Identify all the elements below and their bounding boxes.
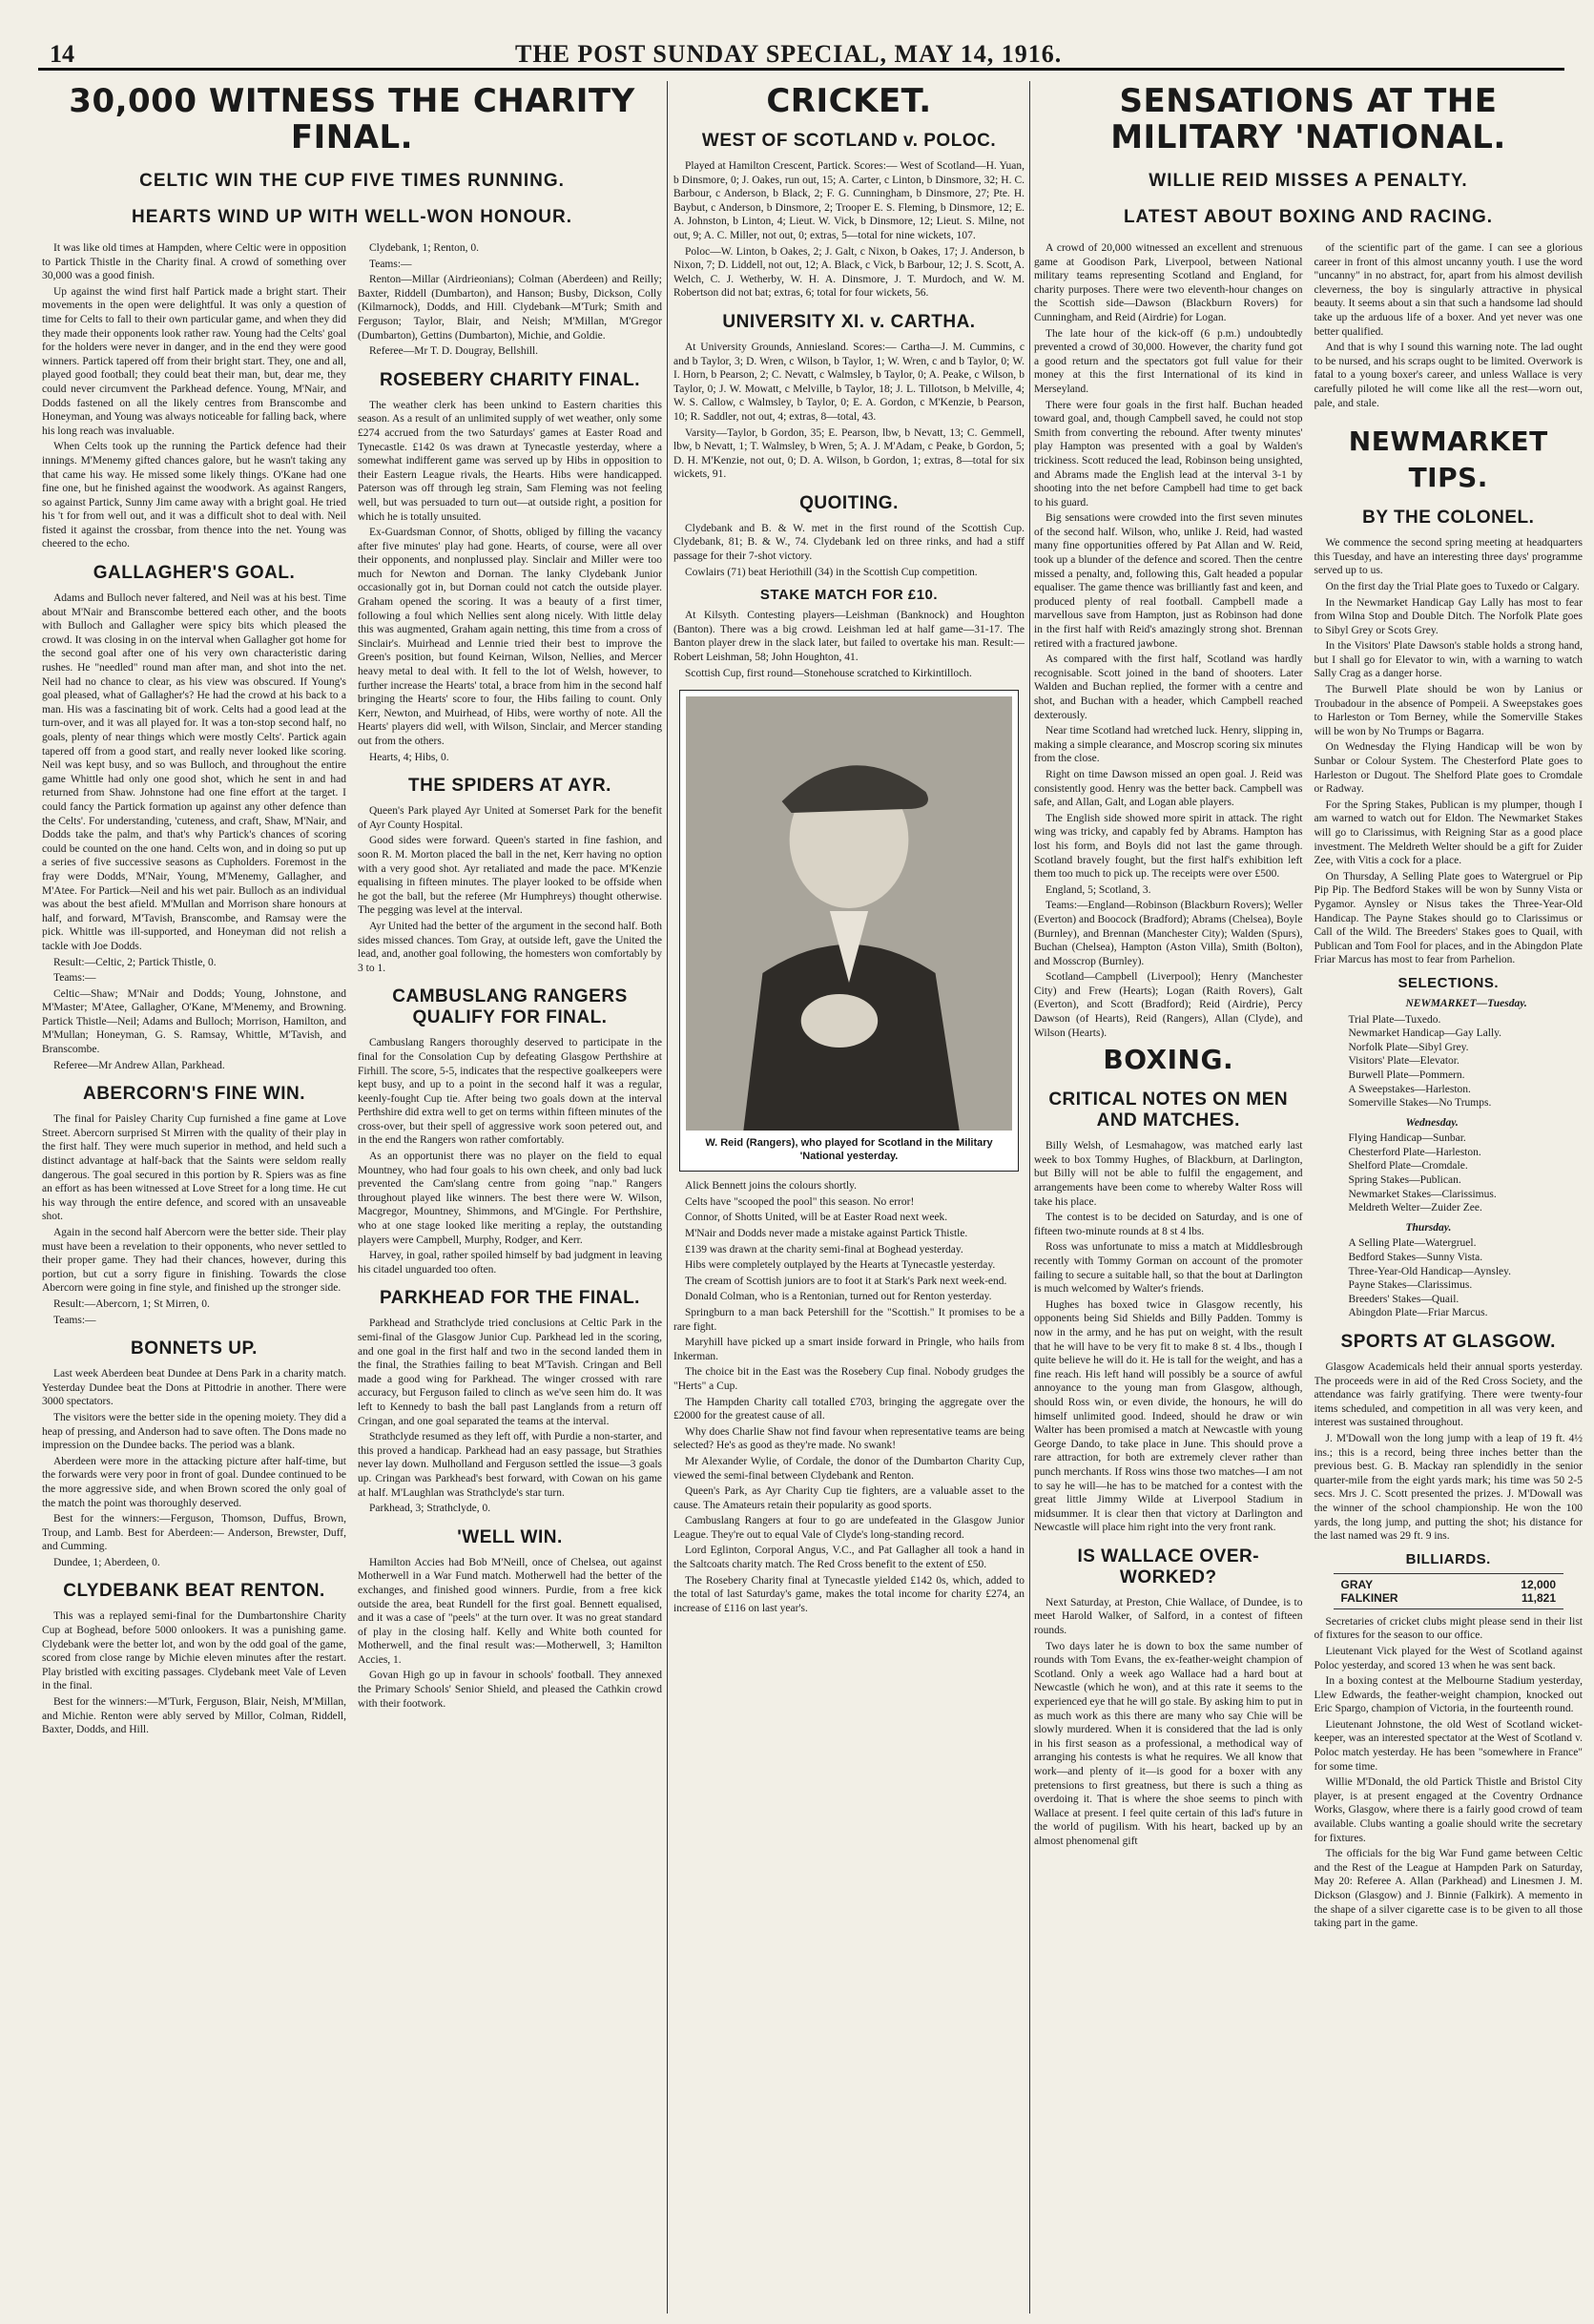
paragraph: Cambuslang Rangers thoroughly deserved to participate in the final for the Consolation Cup by defeating Glasgow Perthshire at Firhill. The score, 5-5, indicates that the respective goalkeepers were kept busy, and up to a point in the second half it was a regular, keenly-fought Cup tie. After being two goals down at the interval Perthshire did extra well to get on terms within fifteen minutes of the cross-over, but their spell of aggressive work soon petered out, and in the end the Rangers won rather comfortably. xyxy=(358,1037,662,1147)
subhead-billiards: BILLIARDS. xyxy=(1405,1550,1491,1567)
note: The Hampden Charity call totalled £703, bringing the aggregate over the £2000 for the greatest cause of all. xyxy=(673,1396,1025,1422)
tip: Newmarket Stakes—Clarissimus. xyxy=(1348,1188,1497,1200)
portrait-illustration xyxy=(686,696,1012,1131)
headline-cricket: CRICKET. xyxy=(766,82,932,120)
result-line: Parkhead, 3; Strathclyde, 0. xyxy=(369,1503,491,1515)
paragraph: On Wednesday the Flying Handicap will be won by Sunbar or Colour System. The Chesterford Plate goes to Harleston or Dugout. The Shelford Plate goes to Cromdale or Radway. xyxy=(1314,741,1583,796)
note: Hibs were completely outplayed by the Hearts at Tynecastle yesterday. xyxy=(685,1259,996,1272)
headline-boxing: BOXING. xyxy=(1103,1044,1234,1076)
paragraph: Poloc—W. Linton, b Oakes, 2; J. Galt, c Nixon, b Oakes, 17; J. Anderson, b Nixon, 7; D. Liddell, not out, 12; A. Black, c Vick, b Barbour, 12; J. S. Scott, A. Welch, C. J. Wetherby, W. H. A. Dinsmore, J. T. Murdoch, and W. M. Robertson did not bat; extras, 6; total for four wickets, 56. xyxy=(673,245,1025,300)
result-line: Hearts, 4; Hibs, 0. xyxy=(369,751,449,763)
note: The choice bit in the East was the Rosebery Cup final. Nobody grudges the "Herts" a Cup. xyxy=(673,1366,1025,1392)
paragraph: Cowlairs (71) beat Heriothill (34) in the Scottish Cup competition. xyxy=(685,566,978,578)
paragraph: On the first day the Trial Plate goes to Tuxedo or Calgary. xyxy=(1325,580,1580,592)
subhead-spiders: THE SPIDERS AT AYR. xyxy=(408,776,611,797)
paragraph: The contest is to be decided on Saturday, and is one of fifteen two-minute rounds at 8 st 4 lbs. xyxy=(1034,1212,1303,1237)
player-name: GRAY xyxy=(1340,1577,1374,1591)
column-right xyxy=(1315,241,1584,1933)
note: Why does Charlie Shaw not find favour when representative teams are being selected? He's as good as they're made. No swank! xyxy=(673,1425,1025,1452)
paragraph: Last week Aberdeen beat Dundee at Dens Park in a charity match. Yesterday Dundee beat the Dons at Pittodrie in another. There were 3000 spectators. xyxy=(42,1368,346,1408)
subhead-colonel: BY THE COLONEL. xyxy=(1362,508,1535,529)
paragraph: of the scientific part of the game. I can see a glorious career in front of this almost uncanny youth. I use the word "uncanny" in no abstract, for, apart from his almost devilish cleverness, the boy is singularly attractive in physical beauty. It seems about a sin that such a handsome lad should take up the arduous life of a boxer. And yet never was one better qualified. xyxy=(1314,242,1583,338)
paragraph: Scotland—Campbell (Liverpool); Henry (Manchester City) and Frew (Hearts); Logan (Raith Rovers), Galt (Everton), and Scott (Bradford); Reid (Airdrie), Percy Dawson (of Hearts), Reid (Rangers), Allan (Clyde), and Wilson (Hearts). xyxy=(1034,971,1303,1039)
deck-boxing-racing: LATEST ABOUT BOXING AND RACING. xyxy=(1123,207,1494,227)
tip: Somerville Stakes—No Trumps. xyxy=(1348,1097,1492,1110)
subhead-wallace: IS WALLACE OVER-WORKED? xyxy=(1077,1546,1260,1587)
paragraph: And that is why I sound this warning note. The lad ought to be nursed, and his scraps ought to be limited. Overwork is fatal to a young boxer's career, and unless Wallace is very carefully piloted he will come like all the rest—worn out, pale, and stale. xyxy=(1314,342,1583,409)
paragraph: This was a replayed semi-final for the Dumbartonshire Charity Cup at Boghead, before 5000 onlookers. It was a punishing game. Clydebank were the better lot, and won by the odd goal of the game, scored from close range by Michie eleven minutes after the restart. Play bristled with exciting passages. Clydebank meet Vale of Leven in the final. xyxy=(42,1610,346,1692)
paragraph: J. M'Dowall won the long jump with a leap of 19 ft. 4½ ins.; this is a record, being three inches better than the previous best. G. B. Mackay ran splendidly in the senior quarter-mile from the eight yards mark; his time was 50 2-5 secs. Mrs J. C. Scott presented the prizes. J. M'Dowall was the winner of the school championship. He won the 100 yards, the long jump, and putting the shot; his distance for the last named was 29 ft. 9 ins. xyxy=(1314,1432,1583,1543)
tip: A Selling Plate—Watergruel. xyxy=(1348,1237,1477,1250)
note: Lord Eglinton, Corporal Angus, V.C., and Pat Gallagher all took a hand in the Saltcoats charity match. The Red Cross benefit to the extent of £50. xyxy=(673,1545,1025,1571)
paragraph: The late hour of the kick-off (6 p.m.) undoubtedly prevented a crowd of 30,000. However, the charity fund got a good return and the spectators got full value for their money at this the first International of its kind in Merseyland. xyxy=(1034,327,1303,395)
subhead-well-win: 'WELL WIN. xyxy=(457,1526,563,1547)
note: The cream of Scottish juniors are to foot it at Stark's Park next week-end. xyxy=(685,1275,1007,1287)
paragraph: Played at Hamilton Crescent, Partick. Scores:— West of Scotland—H. Yuan, b Dinsmore, 0; J. Oakes, run out, 15; A. Carter, c Linton, b Dinsmore, 32; H. C. Barbour, c Anderson, b Black, 2; F. G. Cunningham, b Dinsmore, 27; Pte. H. Baybut, c Anderson, b Dinsmore, 2; Trooper E. S. Fleming, b Dinsmore, 12; E. A. Johnston, b Linton, 4; Lieut. W. Vick, b Dinsmore, 12; Lieut. S. Milne, not out, 9; A. C. Miller, not out, 0; extras, 5—total for nine wickets, 107. xyxy=(673,160,1025,241)
paragraph: Next Saturday, at Preston, Chie Wallace, of Dundee, is to meet Harold Walker, of Salford, in a contest of fifteen rounds. xyxy=(1034,1596,1303,1637)
paragraph: At Kilsyth. Contesting players—Leishman (Banknock) and Houghton (Banton). There was a big crowd. Leishman led at half game—31-17. The Banton player drew in the slack later, but failed to overtake his man. Result:—Robert Leishman, 58; John Houghton, 41. xyxy=(673,610,1025,664)
paragraph: Govan High go up in favour in schools' football. They annexed the Primary Schools' Senior Shield, and pleased the Cathkin crowd with their footwork. xyxy=(358,1670,662,1710)
note: Willie M'Donald, the old Partick Thistle and Bristol City player, is at present engaged at the Coventry Ordnance Works, Glasgow, where there is a fairly good crowd of team available. Clubs wanting a goalie should write the secretary for fixtures. xyxy=(1314,1776,1583,1844)
player-name: FALKINER xyxy=(1340,1590,1398,1605)
paragraph: Up against the wind first half Partick made a bright start. Their movements in the open were delightful. It was only a question of time for Celts to fall to their own particular game, and when they did they made their opponents look rather raw. Young had the Celts' goal for the holders were never in danger, and in the end they were good winners. Partick tapered off from their bright start. They, one and all, played good football; they could beat their man, but, dear me, they could never circumvent the Parkhead defence. Young, M'Nair, and Dodds fastened on all the likely centres from Branscombe and Honeyman, and Young was always noticeable for falling back, where his long reach was invaluable. xyxy=(42,285,346,437)
paragraph: Strathclyde resumed as they left off, with Purdie a non-starter, and this proved a handicap. Parkhead had an easy passage, but Strathies never lay down. Mulholland and Ferguson settled the issue—3 goals up. Cringan was Parkhead's best forward, with Cowan on his game at half. M'Laughlan was Strathclyde's star turn. xyxy=(358,1431,662,1499)
article-military-national xyxy=(1034,81,1583,2314)
headline-newmarket-tips: NEWMARKET TIPS. xyxy=(1348,425,1548,494)
paragraph: Best for the winners:—M'Turk, Ferguson, Blair, Neish, M'Millan, and Michie. Renton were ably served by Millor, Colman, Riddell, Baxter, Dodds, and Hill. xyxy=(42,1696,346,1736)
deck-celtic-win: CELTIC WIN THE CUP FIVE TIMES RUNNING. xyxy=(139,171,565,191)
column-left xyxy=(42,241,346,1739)
player-score: 12,000 xyxy=(1521,1577,1556,1591)
paragraph: Big sensations were crowded into the first seven minutes of the second half. Wilson, who, unlike J. Reid, had wasted many fine opportunities offered by Pat Allan and W. Reid, took up a blunder of the defence and scored. Then the centre missed a penalty, and, following this, Galt headed a popular equaliser. The game thence was brilliantly fast and keen, and produced plenty of real football. Campbell made a marvellous save from Hampton, just as Robinson had done in the first half with Reid's amazingly strong shot. Brennan retired with a fractured jawbone. xyxy=(1034,512,1303,650)
note: £139 was drawn at the charity semi-final at Boghead yesterday. xyxy=(685,1243,963,1255)
note: Donald Colman, who is a Rentonian, turned out for Renton yesterday. xyxy=(685,1291,992,1303)
subhead-abercorn: ABERCORN'S FINE WIN. xyxy=(82,1084,306,1105)
paragraph: When Celts took up the running the Partick defence had their innings. M'Menemy gifted chances galore, but he wasn't taking any that came his way. He missed some likely things. O'Kane had one fine one, but he finished against the woodwork. As against Rangers, so against Partick, Sunny Jim came away with a bright goal. He tried his 't for from well out, and it was a difficult shot to deal with. Neil fisted it against the crossbar, from thence into the net. Young was cheered to the echo. xyxy=(42,441,346,550)
paragraph: Queen's Park played Ayr United at Somerset Park for the benefit of Ayr County Hospital. xyxy=(358,805,662,831)
paragraph: It was like old times at Hampden, where Celtic were in opposition to Partick Thistle in the Charity final. A crowd of something over 30,000 was a good finish. xyxy=(42,242,346,282)
paragraph: Teams:—England—Robinson (Blackburn Rovers); Weller (Everton) and Boocock (Bradford); Abrams (Chelsea), Boyle (Burnley), and Brennan (Manchester City); Walden (Spurs), Buchan (Chelsea), Hampton (Aston Villa), Smith (Bolton), and Mosscrop (Burnley). xyxy=(1034,900,1303,967)
note: M'Nair and Dodds never made a mistake against Partick Thistle. xyxy=(685,1228,968,1239)
player-score: 11,821 xyxy=(1521,1590,1556,1605)
paragraph: Billy Welsh, of Lesmahagow, was matched early last week to box Tommy Hughes, of Blackburn, at Darlington, but Billy will not be able to fulfil the engagement, and arrangements have been come to whereby Walter Ross will take his place. xyxy=(1034,1140,1303,1208)
deck-reid-penalty: WILLIE REID MISSES A PENALTY. xyxy=(1149,171,1468,191)
page-number: 14 xyxy=(50,40,74,68)
teams-label: Teams:— xyxy=(369,258,412,270)
paper-title: THE POST SUNDAY SPECIAL, MAY 14, 1916. xyxy=(515,40,1063,68)
teams-label: Teams:— xyxy=(53,972,96,985)
paragraph: The Burwell Plate should be won by Lanius or Troubadour in the absence of Pompeii. A Sweepstakes goes to Harleston or Tom Berney, while the Somerville Stakes will be won by No Trumps or Bagarra. xyxy=(1314,684,1583,737)
tip: Breeders' Stakes—Quail. xyxy=(1348,1293,1459,1305)
note: In a boxing contest at the Melbourne Stadium yesterday, Llew Edwards, the feather-weight champion, knocked out Eric Spargo, champion of Victoria, in the fourteenth round. xyxy=(1314,1675,1583,1715)
paragraph: In the Visitors' Plate Dawson's stable holds a strong hand, but I shall go for Elevator to win, with a warning to watch Sally Crag as a danger horse. xyxy=(1314,640,1583,680)
article-charity-final xyxy=(42,81,662,2314)
paragraph: On Thursday, A Selling Plate goes to Watergruel or Pip Pip Pip. The Bedford Stakes will be won by Sunny Vista or Pygamor. Aynsley or Nisus takes the Three-Year-Old Handicap. The Payne Stakes should go to Clarissimus or Call of the Wild. The Breeders' Stakes goes to Quail, with Publican and Tom Fool for places, and in the Abingdon Plate Friar Marcus has most to fear from Parhelion. xyxy=(1314,870,1583,966)
subhead-sports-glasgow: SPORTS AT GLASGOW. xyxy=(1340,1332,1556,1352)
tip: Abingdon Plate—Friar Marcus. xyxy=(1348,1307,1488,1319)
note: Lieutenant Vick played for the West of Scotland against Poloc yesterday, and scored 13 when he was sent back. xyxy=(1314,1645,1583,1671)
note: Alick Bennett joins the colours shortly. xyxy=(685,1180,858,1193)
player-portrait-image xyxy=(686,696,1012,1131)
photo-w-reid xyxy=(679,690,1019,1172)
teams-label: Teams:— xyxy=(53,1314,96,1326)
tip: Visitors' Plate—Elevator. xyxy=(1348,1055,1459,1068)
subhead-selections: SELECTIONS. xyxy=(1397,974,1499,991)
paragraph: Renton—Millar (Airdrieonians); Colman (Aberdeen) and Reilly; Baxter, Riddell (Dumbarton), and Hanson; Busby, Dickson, Colly (Kilmarnock), Dodds, and Hill. Clydebank—M'Turk; Smith and Ferguson; Taylor, Blair, and Neish; M'Millan, M'Gregor (Dumbarton), Gettins (Dumbarton), Michie, and Goldie. xyxy=(358,274,662,342)
note: Mr Alexander Wylie, of Cordale, the donor of the Dumbarton Charity Cup, viewed the semi-final between Clydebank and Renton. xyxy=(673,1455,1025,1482)
result-line: Result:—Abercorn, 1; St Mirren, 0. xyxy=(53,1297,210,1310)
headline-charity-final: 30,000 WITNESS THE CHARITY FINAL. xyxy=(69,82,635,156)
paragraph: In the Newmarket Handicap Gay Lally has most to fear from Wilna Stop and Double Ditch. The Norfolk Plate goes to Sibyl Grey or Scots Grey. xyxy=(1314,596,1583,636)
paragraph: Ross was unfortunate to miss a match at Middlesbrough recently with Tommy Gorman on account of the promoter failing to secure a suitable hall, so that the bout at Darlington is much welcomed by Walter's friends. xyxy=(1034,1241,1303,1296)
paragraph: Ex-Guardsman Connor, of Shotts, obliged by filling the vacancy after five minutes' play had gone. Hearts, of course, were all over their opponents, and nonplussed play. Sinclair and Miller were too much for Newton and Dornan. The lanky Clydebank Junior occasionally got in, but Dornan could not catch the outside player. Graham opened the scoring. It was a beauty of a first timer, following a foul which Nellies sent along nicely. With little delay this was augmented, Graham again netting, this time from a cross of Sinclair's. Muirhead and Lennie tried their best to improve the Green's position, but found Keirnan, Wilson, Nellies, and Mercer heavy metal to deal with. It fell to the lot of Welsh, however, to further increase the Hearts' total, a brace from him in the second half bringing the Hearts' score to four, the Hibs failing to count. Only Kerr, Newton, and Muirhead, of Hibs, were worthy of note. All the Hearts' players did well, with Wilson, Sinclair, and Mercer standing out from the others. xyxy=(358,527,662,747)
paragraph: Harvey, in goal, rather spoiled himself by bad judgment in leaving his citadel unguarded too often. xyxy=(358,1250,662,1276)
paragraph: Celtic—Shaw; M'Nair and Dodds; Young, Johnstone, and M'Master; M'Atee, Gallagher, O'Kane, M'Menemy, and Browning. Partick Thistle—Neil; Adams and Bulloch; Morrison, Hamilton, and M'Mullan; Honeyman, G. S. Ramsay, Whittle, M'Tavish, and Branscombe. xyxy=(42,987,346,1056)
paragraph: A crowd of 20,000 witnessed an excellent and strenuous game at Goodison Park, Liverpool, between National military teams representing Scotland and England, for charity purposes. There were two eleventh-hour changes on the Scottish side—Dawson (Blackburn Rovers) for Cunningham, and Reid (Airdrie) for Logan. xyxy=(1034,242,1303,323)
paragraph: As compared with the first half, Scotland was hardly recognisable. Scott joined in the band of shooters. Later Walden and Buchan replied, the former with a centre and shot, and Buchan with a header, which Campbell reached dexterously. xyxy=(1034,654,1303,721)
day-label: Thursday. xyxy=(1405,1221,1452,1234)
subhead-cambuslang: CAMBUSLANG RANGERS QUALIFY FOR FINAL. xyxy=(392,986,628,1028)
selections-list xyxy=(1315,997,1584,1320)
tip: Meldreth Welter—Zuider Zee. xyxy=(1348,1202,1482,1214)
note: Secretaries of cricket clubs might please send in their list of fixtures for the season to our office. xyxy=(1314,1615,1583,1642)
tip: Trial Plate—Tuxedo. xyxy=(1348,1013,1441,1026)
subhead-parkhead: PARKHEAD FOR THE FINAL. xyxy=(380,1288,640,1309)
billiards-scores xyxy=(1334,1573,1564,1609)
subhead-critical-notes: CRITICAL NOTES ON MEN AND MATCHES. xyxy=(1048,1089,1289,1131)
paragraph: Glasgow Academicals held their annual sports yesterday. The proceeds were in aid of the Red Cross Society, and the attendance was fairly gratifying. There were twenty-four items scheduled, and competition in all was very keen, and interest was sustained throughout. xyxy=(1314,1361,1583,1429)
billiards-row xyxy=(1341,1591,1557,1605)
note: Queen's Park, as Ayr Charity Cup tie fighters, are a valuable asset to the cause. The Amateurs retain their popularity as good sports. xyxy=(673,1485,1025,1511)
note: Cambuslang Rangers at four to go are undefeated in the Glasgow Junior League. They're out to equal Vale of Clyde's long-standing record. xyxy=(673,1515,1025,1541)
masthead xyxy=(38,38,1564,71)
paragraph: Two days later he is down to box the same number of rounds with Tom Evans, the ex-feather-weight champion of Scotland. Only a week ago Wallace had a hard bout at Newcastle (which he won), and at this rate it seems to the experienced eye that he will go stale. By asking him to put in as much work as this there are many who say Chie will be slowly murdered. When it is considered that the lad is only in his first season as a professional, a methodical way of arranging his contests is what he requires. We all know that work—and plenty of it—is good for a boxer with any pretensions to first greatness, but there is such a thing as overdoing it. That is where the shoe seems to pinch with Wallace at present. I feel quite certain of this lad's future in the world of pugilism. With his heart, backed up by an almost phenomenal gift xyxy=(1034,1640,1303,1847)
paragraph: Aberdeen were more in the attacking picture after half-time, but the forwards were very poor in front of goal. Dundee continued to be the more aggressive side, and when Brown scored the only goal of the match the point was thoroughly deserved. xyxy=(42,1455,346,1509)
column-right xyxy=(358,241,662,1739)
headline-military-national: SENSATIONS AT THE MILITARY 'NATIONAL. xyxy=(1110,82,1506,156)
subhead-quoiting: QUOITING. xyxy=(799,492,899,513)
note: Springburn to a man back Petershill for the "Scottish." It promises to be a rare fight. xyxy=(673,1306,1025,1333)
day-label: NEWMARKET—Tuesday. xyxy=(1405,997,1527,1009)
note: Celts have "scooped the pool" this season. No error! xyxy=(685,1195,915,1208)
subhead-stake-match: STAKE MATCH FOR £10. xyxy=(759,587,939,604)
column-rule xyxy=(1029,81,1030,2314)
subhead-bonnets: BONNETS UP. xyxy=(131,1338,258,1359)
column-cricket xyxy=(673,81,1025,2314)
paragraph: Near time Scotland had wretched luck. Henry, slipping in, making a simple clearance, and Moscrop scoring six minutes from the close. xyxy=(1034,725,1303,765)
tip: A Sweepstakes—Harleston. xyxy=(1348,1083,1471,1095)
paragraph: The final for Paisley Charity Cup furnished a fine game at Love Street. Abercorn surprised St Mirren with the quality of their play in the first half. They were much superior in method, and held such a distinct advantage at half-back that the Saints were seldom really dangerous. The goal secured in this portion by R. Spiers was as fine an effort as has been witnessed at Love Street for a long time. He cut his way through the entire defence, and scored with an unsaveable shot. xyxy=(42,1113,346,1223)
photo-caption: W. Reid (Rangers), who played for Scotland in the Military 'National yesterday. xyxy=(705,1137,993,1163)
paragraph: The English side showed more spirit in attack. The right wing was tricky, and capably fed by Abrams. Hampton has lost his form, and Boyls did not last the game through. Scotland bravely fought, but the first half's exhibition left them too much to pick up. The receipts were over £500. xyxy=(1034,812,1303,881)
paragraph: Hughes has boxed twice in Glasgow recently, his opponents being Sid Shields and Billy Padden. Tommy is now in the army, and he has put on weight, with the result that he will have to be very fit to make 8 st. 4 lbs., though I quite believe he will do it. He is tall for the weight, and has a fine reach. His left hand will possibly be a source of awful annoyance to the young man from Glasgow, although, should Ross win, or even divide, the honours, he will do himself unlimited good. Indeed, should he draw or win Walter has been promised a match at Newcastle with young George Dando, to take place in June. This should prove a rare attraction, for both are extremely clever rather than punch merchants. If Ross wins those two matches—I am not to say he will—he has to be matched for a contest with the great little Jimmy Wilde at Liverpool Stadium in midsummer. It is clear then that victory at Darlington and Newcastle will place him right into the very front rank. xyxy=(1034,1298,1303,1534)
tip: Norfolk Plate—Sibyl Grey. xyxy=(1348,1041,1469,1053)
note: The officials for the big War Fund game between Celtic and the Rest of the League at Hampden Park on Saturday, May 20: Referee A. Allan (Parkhead) and Linesmen J. M. Dickson (Glasgow) and J. Binnie (Falkirk). A memento in the shape of a silver cigarette case is to be given to all those taking part in the game. xyxy=(1314,1848,1583,1930)
paragraph: The weather clerk has been unkind to Eastern charities this season. As a result of an unlimited supply of wet weather, only some £274 accrued from the two Saturdays' games at Easter Road and Tynecastle. £142 0s was drawn at Tynecastle yesterday, where a somewhat indifferent game was served up by Hibs in opposition to their Eastern League rivals, the Hearts. Hibs were handicapped. Paterson was off through leg strain, Sam Fleming was not feeling well, but was persuaded to turn out—at outside right, a position for which he is totally unsuited. xyxy=(358,399,662,523)
paragraph: Right on time Dawson missed an open goal. J. Reid was consistently good. Henry was the better back. Campbell was safe, and Allan, Galt, and Logan able players. xyxy=(1034,768,1303,809)
note: Connor, of Shotts United, will be at Easter Road next week. xyxy=(685,1212,948,1224)
subhead-university: UNIVERSITY XI. v. CARTHA. xyxy=(722,311,976,332)
tip: Newmarket Handicap—Gay Lally. xyxy=(1348,1027,1502,1040)
tip: Chesterford Plate—Harleston. xyxy=(1348,1146,1481,1158)
paragraph: At University Grounds, Anniesland. Scores:— Cartha—J. M. Cummins, c and b Taylor, 3; D. Wren, c Wilson, b Taylor, 1; W. Wren, c and b Taylor, 0; W. I. Horn, b Pearson, 2; C. Nevatt, c Walmsley, b Taylor, 0; A. Peake, c Wilson, b Taylor, 0; J. W. Mowatt, c Melville, b Taylor, 18; J. L. Tillotson, b Melville, 4; W. S. Callow, c Walmsley, b Taylor, 0; E. A. Gordon, c M'Kenzie, b Pearson, 10; R. Saddler, not out, 4; extras, 8—total, 43. xyxy=(673,341,1025,423)
column-rule xyxy=(667,81,668,2314)
referee-line: Referee—Mr Andrew Allan, Parkhead. xyxy=(53,1059,225,1071)
subhead-clydebank: CLYDEBANK BEAT RENTON. xyxy=(63,1581,325,1602)
deck-hearts-honour: HEARTS WIND UP WITH WELL-WON HONOUR. xyxy=(131,207,573,227)
paragraph: Scottish Cup, first round—Stonehouse scratched to Kirkintilloch. xyxy=(685,667,972,679)
result-line: Dundee, 1; Aberdeen, 0. xyxy=(53,1556,160,1568)
note: Lieutenant Johnstone, the old West of Scotland wicket-keeper, was an interested spectator at the West of Scotland v. Poloc match yesterday. He has been "somewhere in France" for some time. xyxy=(1314,1718,1583,1773)
tip: Three-Year-Old Handicap—Aynsley. xyxy=(1348,1265,1512,1277)
paragraph: Adams and Bulloch never faltered, and Neil was at his best. Time about M'Nair and Branscombe bettered each other, and the boots with Bulloch and Gallagher were spicy bits which pleased the crowd. It was closing in on the interval when Gallagher got home for the second goal after one of his very own characteristic daring rushes. He "needled" round man after man, and shot into the net. Neil had no chance to clear, as his view was obscured. If Young's goal pleased, what of Gallagher's? He had the crowd at his back to a man. His was a fascinating bit of work. Celts had a good lead at the turn-over, and it was all played for. It was a ton-stop second half, no goals, plenty of near things which were mostly Celts'. Partick again tapered off from a good start, and really never looked like scoring. Neil was kept busy, and so was Bulloch, and throughout the entire game Whittle had only one good shot, which he sent in and had returned from Shaw. Johnstone had one fine effort at the target. I could fancy the Partick formation up against any other defence than the Celts'. For understanding, 'cuteness, and craft, Shaw, M'Nair, and Dodds take the palm, and that's why Partick's chances of scoring could be counted on the one hand. Celts won, and in doing so put up a series of five successive seasons as Cupholders. Foremost in the fray were Dodds, M'Nair, Young, M'Menemy, Gallagher, and M'Atee. For Partick—Neil and his wet pair. Bulloch as an individual was about the best afield. M'Mullan and Morrison share honours at half, and forward, M'Tavish, Branscombe, and Ramsay were the pick. Whittle was ill-supported, and Honeyman did not relish a tackle with Joe Dodds. xyxy=(42,592,346,952)
subhead-west-poloc: WEST OF SCOTLAND v. POLOC. xyxy=(701,131,997,151)
paragraph: Parkhead and Strathclyde tried conclusions at Celtic Park in the semi-final of the Glasgow Junior Cup. Parkhead led in the scoring, and one goal in the first half and two in the second landed them in the final, the Strathies failing to beat M'Tavish. Cringan and Bell made a good wing for Parkhead. The winger crossed with rare accuracy, but Ferguson failed to clinch as we've seen him do. It was left to Kennedy to bash the ball past Langlands from a return off Cringan, and one goal separated the teams at the interval. xyxy=(358,1318,662,1427)
tip: Payne Stakes—Clarissimus. xyxy=(1348,1279,1473,1292)
paragraph: As an opportunist there was no player on the field to equal Mountney, who had four goals to his own cheek, and only bad luck prevented the Cam'slang centre from going "nap." Rangers throughout played like winners. The best there were W. Wilson, Macgregor, Mountney, Shimmons, and M'Gingle. For Perthshire, who at one stage looked like meriting a replay, the outstanding players were Campbell, Murphy, Rodger, and Kerr. xyxy=(358,1151,662,1246)
paragraph: Best for the winners:—Ferguson, Thomson, Duffus, Brown, Troup, and Lamb. Best for Aberdeen:— Anderson, Brewster, Duff, and Cumming. xyxy=(42,1513,346,1553)
paragraph: Clydebank and B. & W. met in the first round of the Scottish Cup. Clydebank, 81; B. & W., 74. Clydebank led on three rinks, and had a stiff passage for their 7-shot victory. xyxy=(673,522,1025,563)
paragraph: Ayr United had the better of the argument in the second half. Both sides missed chances. Tom Gray, at outside left, gave the United the lead, and, another goal following, the homesters won comfortably by 3 to 1. xyxy=(358,920,662,974)
tip: Spring Stakes—Publican. xyxy=(1348,1174,1461,1187)
day-label: Wednesday. xyxy=(1405,1116,1459,1129)
result-line: Result:—Celtic, 2; Partick Thistle, 0. xyxy=(53,956,217,968)
paragraph: The visitors were the better side in the opening moiety. They did a heap of pressing, and Anderson had to save often. The Dons made no impression on the Dundee backs. The period was a blank. xyxy=(42,1411,346,1452)
column-left xyxy=(1034,241,1303,1933)
tip: Flying Handicap—Sunbar. xyxy=(1348,1132,1466,1145)
referee-line: Referee—Mr T. D. Dougray, Bellshill. xyxy=(369,345,539,358)
note: The Rosebery Charity final at Tynecastle yielded £142 0s, which, added to the total of last Saturday's game, makes the total income for charity £274, an increase of £116 on last year's. xyxy=(673,1574,1025,1614)
paragraph: Hamilton Accies had Bob M'Neill, once of Chelsea, out against Motherwell in a War Fund match. Motherwell had the better of the exchanges, and finished good winners. Purdie, from a free kick outside the area, beat Rundell for the first goal. Bennett equalised, and it was a case of "peels" at the turn over. It was no great standard of play in the closing half. Kelly and White both counted for Motherwell, and the final result was:—Motherwell, 3; Hamilton Accies, 1. xyxy=(358,1556,662,1666)
paragraph: For the Spring Stakes, Publican is my plumper, though I am warned to watch out for Eldon. The Newmarket Stakes will go to Clarissimus, with Reigning Star as a good place investment. The Meldreth Welter should be a gift for Zuider Zee, with Vitis a cock for a place. xyxy=(1314,799,1583,867)
tip: Burwell Plate—Pommern. xyxy=(1348,1069,1465,1081)
subhead-rosebery: ROSEBERY CHARITY FINAL. xyxy=(380,369,640,390)
subhead-gallagher: GALLAGHER'S GOAL. xyxy=(93,563,296,584)
paragraph: There were four goals in the first half. Buchan headed toward goal, and, though Campbell saved, he could not stop Smith from converting the rebound. After twenty minutes' play Hampton was presented with a goal by Walden's trickiness. Scott reduced the lead, Robinson being unsighted, and Abrams made the English lead at the interval 3-1 by shooting into the net before Campbell had time to get back to his guard. xyxy=(1034,399,1303,508)
tip: Bedford Stakes—Sunny Vista. xyxy=(1348,1252,1483,1264)
billiards-row xyxy=(1341,1578,1557,1591)
paragraph: Again in the second half Abercorn were the better side. Their play must have been a revelation to their opponents, who never settled to their proper game. They had their chances, however, during this portion, but cut a sorry figure in finishing. Towards the close Abercorn were going in fine style, and finished up the stronger side. xyxy=(42,1227,346,1295)
result-line: Clydebank, 1; Renton, 0. xyxy=(369,242,479,254)
note: Maryhill have picked up a smart inside forward in Pringle, who hails from Inkerman. xyxy=(673,1337,1025,1362)
paragraph: We commence the second spring meeting at headquarters this Tuesday, and have an interesting three days' programme served up to us. xyxy=(1314,537,1583,577)
result-line: England, 5; Scotland, 3. xyxy=(1045,883,1151,896)
paragraph: Good sides were forward. Queen's started in fine fashion, and soon R. M. Morton placed the ball in the net, Kerr having no option with a very good shot. Ayr retaliated and made the pace. M'Kenzie equalising in fifteen minutes. The player looked to be offside when he got the ball, but the referee (Mr Humphreys) thought otherwise. The pegging was level at the interval. xyxy=(358,835,662,917)
tip: Shelford Plate—Cromdale. xyxy=(1348,1160,1468,1172)
paragraph: Varsity—Taylor, b Gordon, 35; E. Pearson, lbw, b Nevatt, 13; C. Gemmell, lbw, b Nevatt, 1; T. Walmsley, b Wren, 5; A. J. M'Adam, c Peake, b Gordon, 5; D. H. M'Kenzie, not out, 0; D. A. Wilson, b Gordon, 1; extras, 8—total for six wickets, 91. xyxy=(673,426,1025,481)
